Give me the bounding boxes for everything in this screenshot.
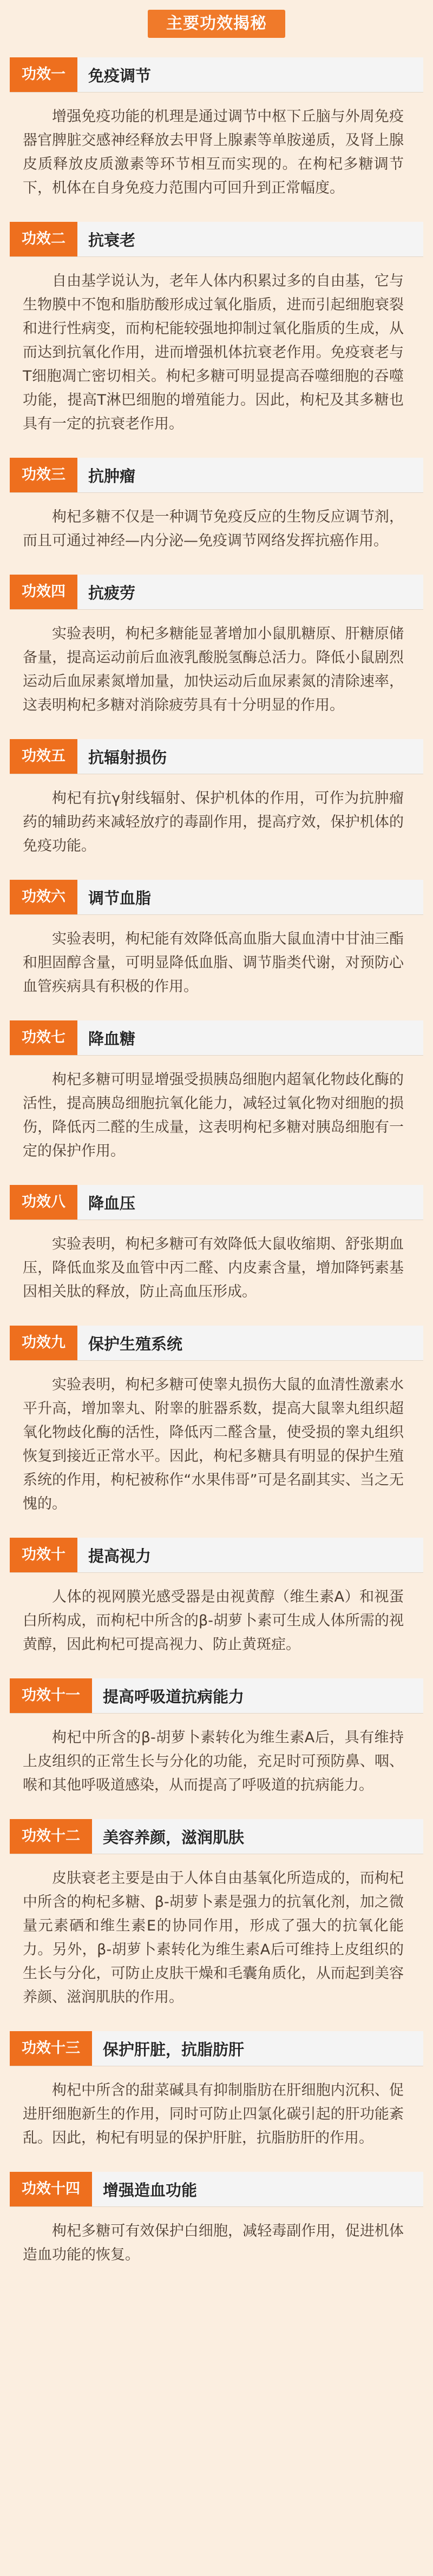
section-11: [10, 1678, 423, 1803]
section-14: [10, 2172, 423, 2272]
page-title: 主要功效揭秘: [148, 10, 285, 38]
section-8: [10, 1185, 423, 1309]
section-title: 增强造血功能: [103, 2180, 198, 2199]
section-9: [10, 1326, 423, 1521]
section-title: 降血压: [88, 1194, 136, 1213]
section-header: [10, 1020, 423, 1055]
section-title: 降血糖: [88, 1029, 136, 1048]
section-badge: 功效九: [10, 1326, 77, 1360]
section-title: 保护生殖系统: [88, 1334, 183, 1353]
section-header: [10, 2031, 423, 2066]
section-badge: 功效一: [10, 57, 77, 92]
section-5: [10, 739, 423, 864]
section-1: [10, 57, 423, 206]
section-body: 枸杞多糖不仅是一种调节免疫反应的生物反应调节剂，而且可通过神经—内分泌—免疫调节网络发挥抗癌作用。: [23, 509, 404, 549]
sections-list: [0, 57, 433, 2272]
section-header: [10, 1326, 423, 1360]
section-header: [10, 739, 423, 774]
section-header: [10, 575, 423, 609]
section-title: 抗肿瘤: [88, 466, 136, 485]
section-title: 抗疲劳: [88, 583, 136, 602]
section-2: [10, 222, 423, 442]
section-title: 保护肝脏，抗脂肪肝: [103, 2040, 245, 2059]
section-12: [10, 1819, 423, 2015]
section-6: [10, 880, 423, 1004]
section-title: 抗衰老: [88, 230, 136, 249]
section-badge: 功效八: [10, 1185, 77, 1220]
section-badge: 功效十二: [10, 1819, 92, 1854]
section-body: 实验表明，枸杞多糖能显著增加小鼠肌糖原、肝糖原储备量，提高运动前后血液乳酸脱氢酶总活力。降低小鼠剧烈运动后血尿素氮增加量，加快运动后血尿素氮的清除速率，这表明枸杞多糖对消除疲劳具有十分明显的作用。: [23, 625, 404, 714]
section-title: 提高呼吸道抗病能力: [103, 1687, 245, 1706]
section-13: [10, 2031, 423, 2156]
section-badge: 功效十三: [10, 2031, 92, 2066]
section-header: [10, 1819, 423, 1854]
section-badge: 功效七: [10, 1020, 77, 1055]
section-title: 提高视力: [88, 1546, 152, 1565]
section-header: [10, 222, 423, 256]
section-badge: 功效十四: [10, 2172, 92, 2206]
section-body: 枸杞中所含的β-胡萝卜素转化为维生素A后，具有维持上皮组织的正常生长与分化的功能，充足时可预防鼻、咽、喉和其他呼吸道感染，从而提高了呼吸道的抗病能力。: [23, 1729, 404, 1794]
section-body: 枸杞多糖可明显增强受损胰岛细胞内超氧化物歧化酶的活性，提高胰岛细胞抗氧化能力，减轻过氧化物对细胞的损伤，降低丙二醛的生成量，这表明枸杞多糖对胰岛细胞有一定的保护作用。: [23, 1071, 404, 1159]
section-body: 实验表明，枸杞能有效降低高血脂大鼠血清中甘油三酯和胆固醇含量，可明显降低血脂、调节脂类代谢，对预防心血管疾病具有积极的作用。: [23, 931, 404, 995]
section-title: 免疫调节: [88, 66, 152, 85]
section-header: [10, 880, 423, 914]
section-header: [10, 458, 423, 492]
section-badge: 功效三: [10, 458, 77, 492]
section-body: 枸杞中所含的甜菜碱具有抑制脂肪在肝细胞内沉积、促进肝细胞新生的作用，同时可防止四氯化碳引起的肝功能紊乱。因此，枸杞有明显的保护肝脏，抗脂肪肝的作用。: [23, 2082, 404, 2146]
section-body: 自由基学说认为，老年人体内积累过多的自由基，它与生物膜中不饱和脂肪酸形成过氧化脂质，进而引起细胞衰裂和进行性病变，而枸杞能较强地抑制过氧化脂质的生成，从而达到抗氧化作用，进而增强机体抗衰老作用。免疫衰老与T细胞凋亡密切相关。枸杞多糖可明显提高吞噬细胞的吞噬功能，提高T淋巴细胞的增殖能力。因此，枸杞及其多糖也具有一定的抗衰老作用。: [23, 273, 404, 432]
section-header: [10, 2172, 423, 2206]
section-body: 实验表明，枸杞多糖可使睾丸损伤大鼠的血清性激素水平升高，增加睾丸、附睾的脏器系数，提高大鼠睾丸组织超氧化物歧化酶的活性，降低丙二醛含量，使受损的睾丸组织恢复到接近正常水平。因此，枸杞多糖具有明显的保护生殖系统的作用，枸杞被称作“水果伟哥”可是名副其实、当之无愧的。: [23, 1376, 404, 1512]
section-body: 增强免疫功能的机理是通过调节中枢下丘脑与外周免疫器官脾脏交感神经释放去甲肾上腺素等单胺递质，及肾上腺皮质释放皮质激素等环节相互而实现的。在枸杞多糖调节下，机体在自身免疫力范围内可回升到正常幅度。: [23, 108, 404, 196]
section-header: [10, 1185, 423, 1220]
section-7: [10, 1020, 423, 1169]
section-body: 皮肤衰老主要是由于人体自由基氧化所造成的，而枸杞中所含的枸杞多糖、β-胡萝卜素是强力的抗氧化剂，加之微量元素硒和维生素E的协同作用，形成了强大的抗氧化能力。另外，β-胡萝卜素转化为维生素A后可维持上皮组织的生长与分化，可防止皮肤干燥和毛囊角质化，从而起到美容养颜、滋润肌肤的作用。: [23, 1870, 404, 2006]
section-badge: 功效四: [10, 575, 77, 609]
section-body: 人体的视网膜光感受器是由视黄醇（维生素A）和视蛋白所构成，而枸杞中所含的β-胡萝卜素可生成人体所需的视黄醇，因此枸杞可提高视力、防止黄斑症。: [23, 1589, 404, 1653]
section-badge: 功效二: [10, 222, 77, 256]
section-header: [10, 1538, 423, 1572]
section-badge: 功效五: [10, 739, 77, 774]
section-body: 枸杞多糖可有效保护白细胞，减轻毒副作用，促进机体造血功能的恢复。: [23, 2223, 404, 2263]
section-4: [10, 575, 423, 723]
section-body: 枸杞有抗γ射线辐射、保护机体的作用，可作为抗肿瘤药的辅助药来减轻放疗的毒副作用，提高疗效，保护机体的免疫功能。: [23, 790, 404, 854]
header: [0, 10, 433, 40]
section-title: 抗辐射损伤: [88, 748, 167, 767]
section-title: 调节血脂: [88, 888, 152, 907]
section-body: 实验表明，枸杞多糖可有效降低大鼠收缩期、舒张期血压，降低血浆及血管中丙二醛、内皮素含量，增加降钙素基因相关肽的释放，防止高血压形成。: [23, 1236, 404, 1300]
section-title: 美容养颜，滋润肌肤: [103, 1828, 245, 1847]
section-badge: 功效六: [10, 880, 77, 914]
section-badge: 功效十一: [10, 1678, 92, 1713]
section-badge: 功效十: [10, 1538, 77, 1572]
section-3: [10, 458, 423, 558]
section-header: [10, 1678, 423, 1713]
section-10: [10, 1538, 423, 1662]
section-header: [10, 57, 423, 92]
